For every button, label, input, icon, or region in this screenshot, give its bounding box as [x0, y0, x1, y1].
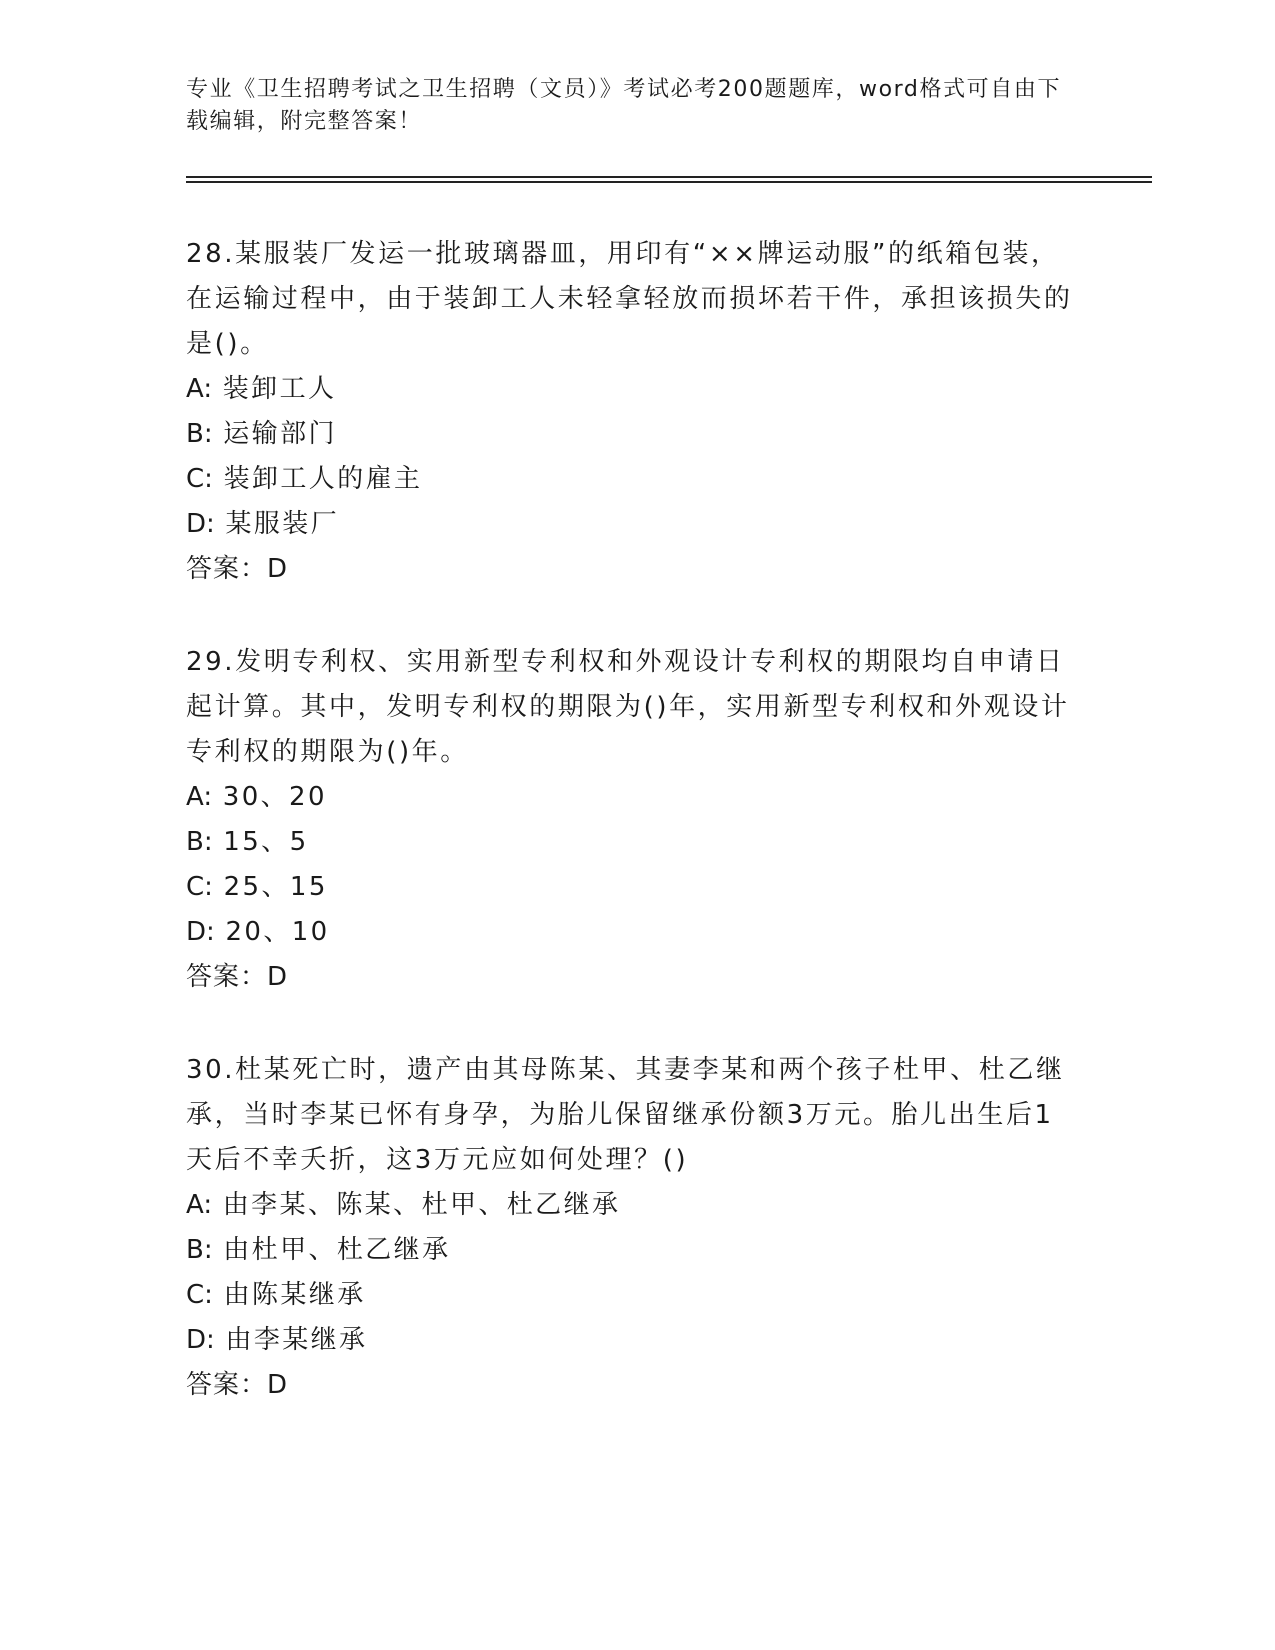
option-a: [186, 775, 1076, 820]
option-d: [186, 502, 1076, 547]
answer-line: 答案：D: [186, 962, 289, 992]
option-text: 15、5: [223, 827, 309, 857]
answer-line: 答案：D: [186, 554, 289, 584]
option-b: [186, 1228, 1076, 1273]
option-text: 由李某继承: [225, 1325, 368, 1355]
option-d: [186, 910, 1076, 955]
option-letter: C:: [186, 464, 213, 494]
option-text: 装卸工人: [222, 374, 337, 404]
option-letter: B:: [186, 419, 213, 449]
answer-line: 答案：D: [186, 1370, 289, 1400]
option-a: [186, 367, 1076, 412]
option-letter: B:: [186, 827, 213, 857]
question-30: [186, 1048, 1076, 1408]
option-c: [186, 457, 1076, 502]
option-text: 由李某、陈某、杜甲、杜乙继承: [222, 1190, 621, 1220]
question-stem: 28.某服装厂发运一批玻璃器皿，用印有“××牌运动服”的纸箱包装，在运输过程中，由于装卸工人未轻拿轻放而损坏若干件，承担该损失的是()。: [186, 239, 1073, 359]
option-text: 30、20: [222, 782, 327, 812]
option-text: 某服装厂: [225, 509, 340, 539]
header-rule-bottom: [186, 181, 1152, 183]
option-text: 运输部门: [223, 419, 337, 449]
option-b: [186, 820, 1076, 865]
option-letter: D:: [186, 509, 215, 539]
option-b: [186, 412, 1076, 457]
option-c: [186, 865, 1076, 910]
option-letter: B:: [186, 1235, 213, 1265]
option-text: 由陈某继承: [223, 1280, 366, 1310]
document-header: 专业《卫生招聘考试之卫生招聘（文员）》考试必考200题题库，word格式可自由下载编辑，附完整答案！: [186, 77, 1062, 134]
option-letter: D:: [186, 1325, 215, 1355]
header-rule-top: [186, 176, 1152, 178]
option-letter: A:: [186, 374, 213, 404]
option-c: [186, 1273, 1076, 1318]
option-letter: A:: [186, 782, 213, 812]
option-letter: A:: [186, 1190, 213, 1220]
option-letter: C:: [186, 1280, 213, 1310]
question-29: [186, 640, 1076, 1000]
option-text: 由杜甲、杜乙继承: [223, 1235, 451, 1265]
option-text: 25、15: [223, 872, 328, 902]
question-28: [186, 232, 1076, 592]
option-letter: D:: [186, 917, 215, 947]
option-d: [186, 1318, 1076, 1363]
option-text: 装卸工人的雇主: [223, 464, 423, 494]
question-stem: 29.发明专利权、实用新型专利权和外观设计专利权的期限均自申请日起计算。其中，发明专利权的期限为()年，实用新型专利权和外观设计专利权的期限为()年。: [186, 647, 1070, 767]
question-stem: 30.杜某死亡时，遗产由其母陈某、其妻李某和两个孩子杜甲、杜乙继承，当时李某已怀有身孕，为胎儿保留继承份额3万元。胎儿出生后1天后不幸夭折，这3万元应如何处理？(): [186, 1055, 1065, 1175]
option-a: [186, 1183, 1076, 1228]
option-letter: C:: [186, 872, 213, 902]
option-text: 20、10: [225, 917, 330, 947]
